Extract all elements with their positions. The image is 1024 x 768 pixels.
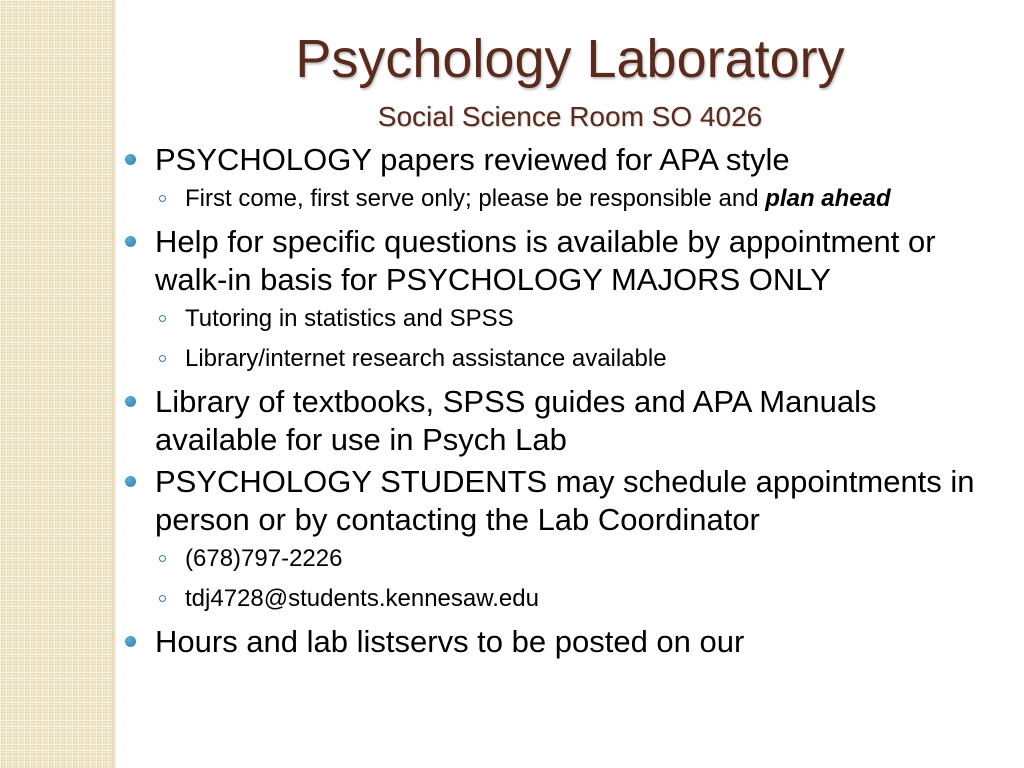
sub-bullet-item: [125, 343, 995, 375]
sub-bullet-circle-icon: [159, 555, 166, 562]
bullet-text: PSYCHOLOGY papers reviewed for APA style: [155, 142, 790, 177]
bullet-dot-icon: [125, 236, 136, 247]
sub-bullet-item: [125, 583, 995, 615]
bullet-item: [125, 141, 995, 179]
bullet-item: [125, 223, 995, 299]
bullet-item: [125, 623, 995, 661]
bullet-text: PSYCHOLOGY STUDENTS may schedule appointments in person or by contacting the Lab Coordinator: [155, 464, 975, 537]
bullet-item: [125, 463, 995, 539]
sub-bullet-text: (678)797-2226: [185, 545, 343, 572]
decorative-side-strip: [0, 0, 112, 768]
sub-bullet-item: [125, 543, 995, 575]
bullet-text: Help for specific questions is available by appointment or walk-in basis for PSYCHOLOGY MAJORS ONLY: [155, 224, 936, 297]
sub-bullet-circle-icon: [159, 315, 166, 322]
sub-bullet-text: Tutoring in statistics and SPSS: [185, 305, 514, 332]
sub-bullet-text: tdj4728@students.kennesaw.edu: [185, 585, 539, 612]
slide-title: Psychology Laboratory: [295, 29, 845, 89]
sub-bullet-text: Library/internet research assistance available: [185, 345, 667, 372]
sub-bullet-circle-icon: [159, 595, 166, 602]
sub-bullet-text: First come, first serve only; please be responsible and: [185, 185, 766, 212]
sub-bullet-item: [125, 183, 995, 215]
sub-bullet-emphasis: plan ahead: [765, 185, 891, 212]
slide-subtitle: Social Science Room SO 4026: [377, 101, 763, 132]
bullet-text: Library of textbooks, SPSS guides and APA Manuals available for use in Psych Lab: [155, 384, 877, 457]
sub-bullet-item: [125, 303, 995, 335]
bullet-dot-icon: [125, 636, 136, 647]
bullet-dot-icon: [125, 476, 136, 487]
slide-content: [125, 141, 995, 665]
bullet-text: Hours and lab listservs to be posted on our: [155, 624, 745, 659]
sub-bullet-circle-icon: [159, 355, 166, 362]
bullet-item: [125, 383, 995, 459]
sub-bullet-circle-icon: [159, 195, 166, 202]
bullet-dot-icon: [125, 154, 136, 165]
bullet-dot-icon: [125, 396, 136, 407]
